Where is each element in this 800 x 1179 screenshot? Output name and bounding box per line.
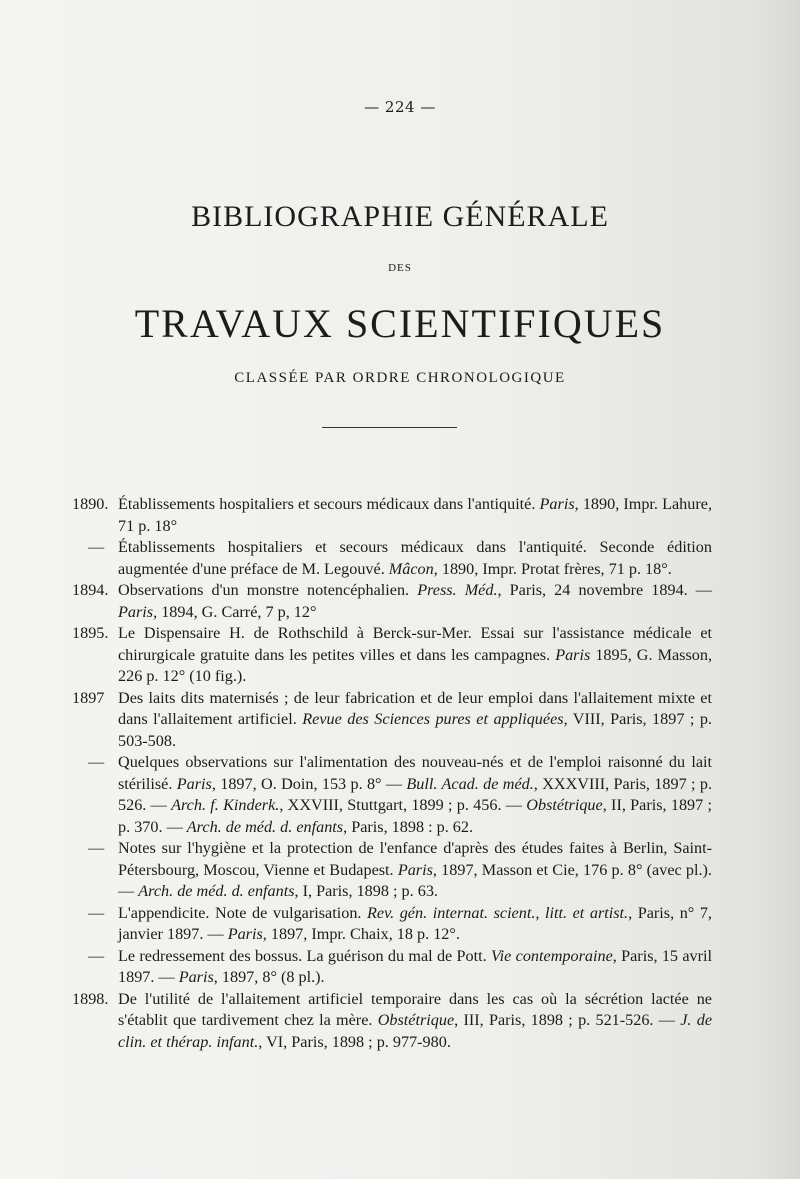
entry-text: , VI, Paris, 1898 ; p. 977-980.	[258, 1032, 451, 1051]
entry-text: Quelques observations sur l'alimentation des nouveau-nés et de l'emploi raisonné du lait stérilisé.	[118, 753, 712, 793]
entry-italic: Arch. f. Kinderk.	[171, 796, 280, 814]
title-des: DES	[388, 262, 412, 274]
entry-italic: Paris	[176, 774, 212, 793]
entry-text: Établissements hospitaliers et secours médicaux dans l'antiquité.	[118, 495, 540, 513]
bib-entry	[72, 946, 712, 989]
entry-text: , XXXVIII, Paris, 1897 ; p. 526. —	[118, 774, 712, 814]
entry-text: Des laits dits maternisés ; de leur fabrication et de leur emploi dans l'allaitement mixte et dans l'allaitement artificiel.	[118, 688, 712, 728]
title-travaux: TRAVAUX SCIENTIFIQUES	[134, 301, 666, 346]
entry-italic: J. de clin. et thérap. infant.	[118, 1011, 712, 1051]
bib-entry	[72, 580, 712, 623]
entry-text: , Paris, 1898 : p. 62.	[343, 817, 474, 836]
entry-dash: —	[88, 903, 105, 922]
entry-text: Le Dispensaire H. de Rothschild à Berck-sur-Mer. Essai sur l'assistance médicale et chirurgicale gratuite dans les petites villes et dans les campagnes.	[118, 624, 712, 664]
entry-text: De l'utilité de l'allaitement artificiel temporaire dans les cas où la sécrétion lactée ne s'établit que tardivement chez la mère.	[118, 989, 712, 1029]
entry-text: , Paris, 15 avril 1897. —	[118, 946, 712, 986]
title-bibliographie: BIBLIOGRAPHIE GÉNÉRALE	[191, 200, 609, 233]
bib-entry	[72, 623, 712, 688]
entry-italic: Revue des Sciences pures et appliquées	[302, 710, 564, 728]
bib-entry	[72, 537, 712, 580]
entry-text: , VIII, Paris, 1897 ; p. 503-508.	[118, 710, 712, 750]
entry-text: , 1897, Impr. Chaix, 18 p. 12°.	[262, 925, 460, 943]
entry-italic: Vie contemporaine	[490, 946, 613, 965]
entry-italic: Paris	[178, 968, 214, 986]
bib-entry	[72, 494, 712, 537]
divider-rule	[322, 427, 457, 428]
entry-text: , XXVIII, Stuttgart, 1899 ; p. 456. —	[279, 796, 527, 814]
entry-year: 1895.	[72, 624, 109, 642]
entry-year: 1890.	[72, 495, 109, 513]
entry-dash: —	[88, 538, 105, 556]
entry-italic: Arch. de méd. d. enfants	[186, 817, 344, 836]
entry-text: 1895, G. Masson, 226 p. 12° (10 fig.).	[118, 645, 712, 685]
entry-year: 1894.	[72, 581, 109, 599]
entry-text: , 1897, O. Doin, 153 p. 8° —	[211, 774, 407, 793]
entry-text: , 1897, 8° (8 pl.).	[213, 968, 325, 986]
entry-dash: —	[88, 946, 105, 965]
entry-text: L'appendicite. Note de vulgarisation.	[118, 903, 368, 922]
entry-text: , 1897, Masson et Cie, 176 p. 8° (avec pl.). —	[118, 860, 712, 900]
bib-entry	[72, 838, 712, 903]
bib-entry	[72, 989, 712, 1054]
entry-text: , 1890, Impr. Protat frères, 71 p. 18°.	[433, 559, 672, 578]
entry-italic: Bull. Acad. de méd.	[406, 774, 534, 793]
entry-italic: Paris	[539, 495, 575, 513]
entry-text: Le redressement des bossus. La guérison du mal de Pott.	[118, 946, 491, 965]
entry-italic: Obstétrique	[526, 796, 603, 814]
entry-italic: Arch. de méd. d. enfants	[138, 882, 295, 900]
entry-italic: Paris	[227, 925, 263, 943]
entry-text: , 1894, G. Carré, 7 p, 12°	[153, 602, 317, 621]
entry-text: , 1890, Impr. Lahure, 71 p. 18°	[118, 495, 712, 535]
bib-entry	[72, 903, 712, 946]
entry-text: Établissements hospitaliers et secours médicaux dans l'antiquité. Seconde édition augmentée d'une préface de M. Legouvé.	[118, 538, 712, 578]
entry-italic: Paris	[118, 602, 154, 621]
entry-text: Notes sur l'hygiène et la protection de l'enfance d'après des études faites à Berlin, Saint-Pétersbourg, Moscou, Vienne et Budapest.	[118, 839, 712, 879]
page-number: — 224 —	[364, 98, 436, 116]
entry-text: , Paris, 24 novembre 1894. —	[497, 581, 712, 599]
entry-italic: Paris	[397, 860, 433, 879]
entry-italic: Paris	[555, 645, 591, 664]
entry-italic: Mâcon	[388, 559, 434, 578]
subtitle: CLASSÉE PAR ORDRE CHRONOLOGIQUE	[234, 370, 566, 386]
entry-text: , II, Paris, 1897 ; p. 370. —	[118, 796, 713, 836]
entry-text: , III, Paris, 1898 ; p. 521-526. —	[454, 1011, 681, 1029]
entry-italic: Obstétrique	[377, 1011, 455, 1029]
entry-italic: Rev. gén. internat. scient., litt. et artist.	[367, 903, 629, 922]
entry-dash: —	[88, 839, 105, 857]
entry-year: 1898.	[72, 989, 109, 1008]
bib-entry	[72, 752, 712, 838]
entry-text: Observations d'un monstre notencéphalien.	[118, 581, 418, 599]
bib-entry	[72, 688, 712, 753]
entry-year: 1897	[72, 688, 105, 707]
entry-text: , Paris, n° 7, janvier 1897. —	[118, 903, 712, 943]
entry-dash: —	[88, 753, 105, 771]
entry-italic: Press. Méd.	[417, 581, 498, 599]
entry-text: , I, Paris, 1898 ; p. 63.	[294, 882, 438, 900]
bibliography-list	[72, 494, 712, 1053]
